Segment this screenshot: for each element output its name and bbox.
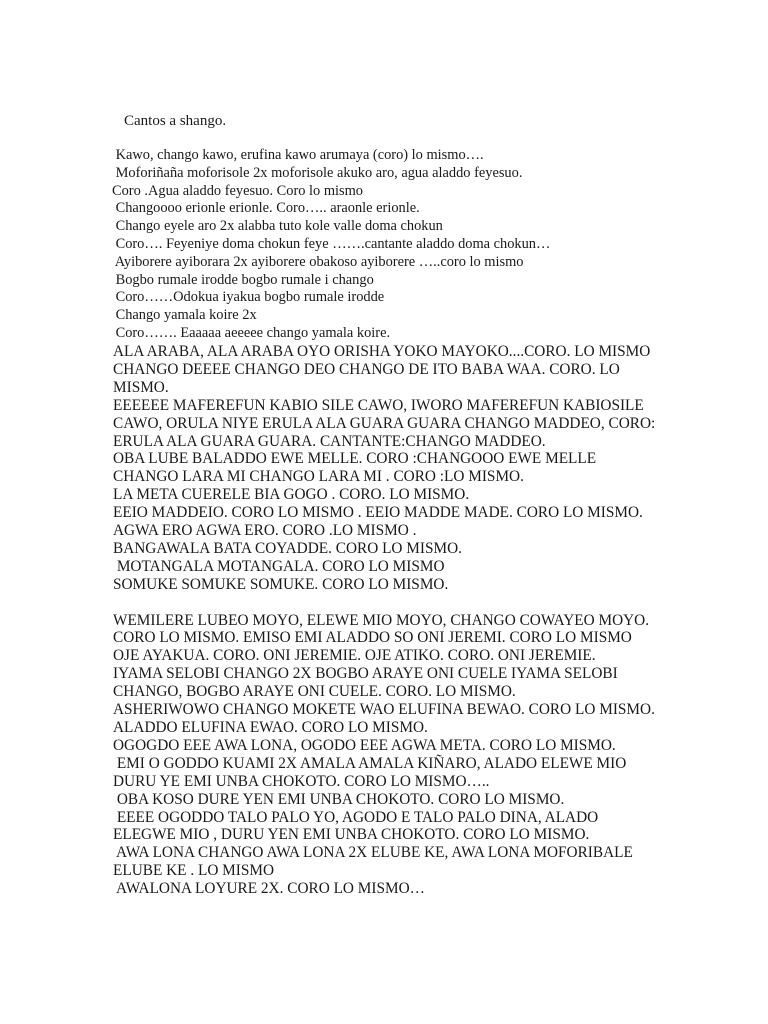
verse-line: Chango yamala koire 2x (112, 307, 257, 324)
chant-line: LA META CUERELE BIA GOGO . CORO. LO MISMO. (113, 486, 470, 504)
chant-line: ELEGWE MIO , DURU YEN EMI UNBA CHOKOTO. CORO LO MISMO. (113, 826, 590, 844)
verse-line: Chango eyele aro 2x alabba tuto kole valle doma chokun (112, 218, 443, 235)
verse-line: Coro……. Eaaaaa aeeeee chango yamala koire. (112, 324, 391, 341)
blank-line (113, 594, 753, 612)
document-title: Cantos a shango. (124, 113, 227, 129)
chant-line: AGWA ERO AGWA ERO. CORO .LO MISMO . (113, 522, 417, 540)
verse-line: Moforiñaña moforisole 2x moforisole akuko aro, agua aladdo feyesuo. (112, 164, 523, 181)
chant-line: BANGAWALA BATA COYADDE. CORO LO MISMO. (113, 539, 462, 557)
chant-line: OGOGDO EEE AWA LONA, OGODO EEE AGWA META. CORO LO MISMO. (113, 736, 616, 754)
chant-line: CHANGO LARA MI CHANGO LARA MI . CORO :LO MISMO. (113, 468, 524, 486)
verse-line: Bogbo rumale irodde bogbo rumale i chango (112, 271, 374, 288)
verse-line: Coro…. Feyeniye doma chokun feye …….cantante aladdo doma chokun… (112, 235, 551, 252)
chant-line: CAWO, ORULA NIYE ERULA ALA GUARA GUARA CHANGO MADDEO, CORO: (113, 414, 656, 432)
verse-line: Kawo, chango kawo, erufina kawo arumaya (coro) lo mismo…. (112, 147, 484, 163)
chant-line: MISMO. (113, 378, 169, 396)
verse-line: Coro……Odokua iyakua bogbo rumale irodde (112, 289, 385, 306)
chant-line: OBA KOSO DURE YEN EMI UNBA CHOKOTO. CORO LO MISMO. (113, 790, 565, 808)
chant-line: ERULA ALA GUARA GUARA. CANTANTE:CHANGO MADDEO. (113, 432, 546, 450)
chant-line: IYAMA SELOBI CHANGO 2X BOGBO ARAYE ONI CUELE IYAMA SELOBI (113, 665, 618, 683)
chant-line: CHANGO DEEEE CHANGO DEO CHANGO DE ITO BABA WAA. CORO. LO (113, 360, 620, 378)
chant-line: ELUBE KE . LO MISMO (113, 862, 275, 880)
chant-line: AWA LONA CHANGO AWA LONA 2X ELUBE KE, AWA LONA MOFORIBALE (113, 844, 633, 862)
chant-line: OJE AYAKUA. CORO. ONI JEREMIE. OJE ATIKO. CORO. ONI JEREMIE. (113, 647, 596, 665)
verse-line: Changoooo erionle erionle. Coro….. araonle erionle. (112, 200, 420, 217)
chant-line: EEEEEE MAFEREFUN KABIO SILE CAWO, IWORO MAFEREFUN KABIOSILE (113, 396, 644, 414)
chant-line: EMI O GODDO KUAMI 2X AMALA AMALA KIÑARO, ALADO ELEWE MIO (113, 754, 627, 772)
chant-line: EEEE OGODDO TALO PALO YO, AGODO E TALO PALO DINA, ALADO (113, 808, 599, 826)
chant-line: DURU YE EMI UNBA CHOKOTO. CORO LO MISMO….. (113, 772, 490, 790)
chant-line: ALADDO ELUFINA EWAO. CORO LO MISMO. (113, 719, 428, 737)
chant-line: OBA LUBE BALADDO EWE MELLE. CORO :CHANGOOO EWE MELLE (113, 450, 597, 468)
verse-line: Coro .Agua aladdo feyesuo. Coro lo mismo (112, 182, 363, 199)
chant-line: MOTANGALA MOTANGALA. CORO LO MISMO (113, 557, 445, 575)
chant-line: CHANGO, BOGBO ARAYE ONI CUELE. CORO. LO MISMO. (113, 683, 516, 701)
chant-line: ASHERIWOWO CHANGO MOKETE WAO ELUFINA BEWAO. CORO LO MISMO. (113, 701, 655, 719)
chant-block (113, 343, 753, 898)
chant-line: ALA ARABA, ALA ARABA OYO ORISHA YOKO MAYOKO....CORO. LO MISMO (113, 343, 651, 360)
verse-line: Ayiborere ayiborara 2x ayiborere obakoso ayiborere …..coro lo mismo (112, 253, 524, 270)
verse-block (112, 147, 752, 343)
chant-line: WEMILERE LUBEO MOYO, ELEWE MIO MOYO, CHANGO COWAYEO MOYO. (113, 611, 650, 629)
chant-line: CORO LO MISMO. EMISO EMI ALADDO SO ONI JEREMI. CORO LO MISMO (113, 629, 632, 647)
chant-line: EEIO MADDEIO. CORO LO MISMO . EEIO MADDE MADE. CORO LO MISMO. (113, 504, 643, 522)
chant-line: AWALONA LOYURE 2X. CORO LO MISMO… (113, 880, 425, 898)
chant-line: SOMUKE SOMUKE SOMUKE. CORO LO MISMO. (113, 575, 449, 593)
